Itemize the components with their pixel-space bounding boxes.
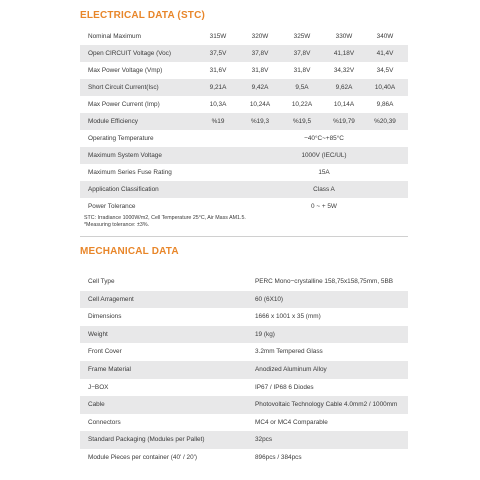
cell-value: 896pcs / 384pcs — [255, 453, 302, 461]
row-label: Maximum System Voltage — [88, 152, 162, 159]
cell-value: 9,5A — [295, 84, 309, 91]
row-label: Frame Material — [88, 365, 131, 373]
tolerance-note-line: *Measuring tolerance: ±3%. — [84, 222, 150, 229]
table-row — [80, 396, 408, 414]
cell-value: 9,62A — [335, 84, 353, 91]
cell-value: 10,22A — [291, 101, 313, 108]
cell-value: Photovoltaic Technology Cable 4.0mm2 / 1000mm — [255, 401, 398, 409]
cell-value: 9,21A — [209, 84, 227, 91]
cell-value: IP67 / IP68 6 Diodes — [255, 383, 314, 391]
cell-value: −40°C~+85°C — [304, 135, 344, 142]
row-label: Dimensions — [88, 313, 122, 321]
row-label: Weight — [88, 330, 108, 338]
table-row — [80, 414, 408, 432]
table-row — [80, 273, 408, 291]
cell-value: MC4 or MC4 Comparable — [255, 418, 328, 426]
cell-value: PERC Mono−crystalline 158,75x158,75mm, 5BB — [255, 278, 394, 285]
cell-value: 10,14A — [333, 101, 355, 108]
row-label: Open CIRCUIT Voltage (Voc) — [88, 50, 171, 57]
cell-value: 34,5V — [376, 67, 394, 74]
cell-value: 41,4V — [376, 50, 394, 57]
row-label: Nominal Maximum — [88, 33, 141, 40]
row-label: Connectors — [88, 418, 121, 426]
table-row — [80, 164, 408, 181]
cell-value: 10,24A — [249, 101, 271, 108]
row-label: Module Efficiency — [88, 118, 138, 125]
row-label: Standard Packaging (Modules per Pallet) — [88, 436, 205, 444]
table-row — [80, 28, 408, 45]
cell-value: 0 ~ + 5W — [311, 203, 337, 210]
row-label: Max Power Current (Imp) — [88, 101, 160, 108]
mechanical-data-title: MECHANICAL DATA — [80, 245, 179, 257]
row-label: Cable — [88, 401, 105, 409]
row-label: Module Pieces per container (40' / 20') — [88, 453, 198, 461]
cell-value: 330W — [335, 33, 353, 40]
row-label: Cell Type — [88, 278, 115, 285]
cell-value: Anodized Aluminum Alloy — [255, 365, 327, 373]
cell-value: 37,8V — [251, 50, 269, 57]
stc-note — [84, 215, 246, 230]
table-row — [80, 291, 408, 309]
cell-value: 34,32V — [333, 67, 355, 74]
cell-value: 3.2mm Tempered Glass — [255, 348, 323, 356]
cell-value: 19 (kg) — [255, 330, 275, 338]
row-label: J−BOX — [88, 383, 109, 391]
stc-note-line: STC: Irradiance 1000W/m2, Cell Temperature 25°C, Air Mass AM1.5. — [84, 215, 246, 221]
electrical-table — [80, 28, 408, 215]
cell-value: 32pcs — [255, 436, 273, 444]
row-label: Application Classification — [88, 186, 159, 193]
cell-value: %20,39 — [374, 118, 396, 125]
table-row — [80, 361, 408, 379]
row-label: Power Tolerance — [88, 203, 136, 210]
row-label: Max Power Voltage (Vmp) — [88, 67, 163, 74]
table-row — [80, 343, 408, 361]
table-row — [80, 45, 408, 62]
cell-value: 31,6V — [209, 67, 227, 74]
cell-value: 31,8V — [293, 67, 311, 74]
cell-value: %19 — [211, 118, 225, 125]
cell-value: %19,3 — [250, 118, 270, 125]
cell-value: 15A — [318, 169, 330, 176]
table-row — [80, 62, 408, 79]
cell-value: 325W — [293, 33, 311, 40]
cell-value: 37,8V — [293, 50, 311, 57]
cell-value: %19,79 — [333, 118, 355, 125]
electrical-data-title: ELECTRICAL DATA (STC) — [80, 9, 205, 21]
cell-value: 340W — [376, 33, 394, 40]
cell-value: 320W — [251, 33, 269, 40]
cell-value: 60 (6X10) — [255, 295, 284, 303]
row-label: Cell Arragement — [88, 295, 134, 303]
cell-value: Class A — [313, 186, 335, 193]
table-row — [80, 79, 408, 96]
cell-value: 41,18V — [333, 50, 355, 57]
mechanical-table — [80, 273, 408, 467]
cell-value: 37,5V — [209, 50, 227, 57]
section-divider — [80, 236, 408, 237]
table-row — [80, 449, 408, 467]
row-label: Front Cover — [88, 348, 122, 356]
table-row — [80, 113, 408, 130]
table-row — [80, 96, 408, 113]
row-label: Short Circuit Current(Isc) — [88, 84, 159, 91]
table-row — [80, 130, 408, 147]
cell-value: 1000V (IEC/UL) — [301, 152, 347, 159]
cell-value: 10,40A — [374, 84, 396, 91]
cell-value: %19,5 — [292, 118, 312, 125]
cell-value: 1666 x 1001 x 35 (mm) — [255, 313, 321, 321]
table-row — [80, 181, 408, 198]
cell-value: 9,86A — [376, 101, 394, 108]
cell-value: 31,8V — [251, 67, 269, 74]
table-row — [80, 431, 408, 449]
cell-value: 10,3A — [209, 101, 227, 108]
row-label: Operating Temperature — [88, 135, 154, 142]
cell-value: 315W — [209, 33, 227, 40]
table-row — [80, 147, 408, 164]
row-label: Maximum Series Fuse Rating — [88, 169, 172, 176]
cell-value: 9,42A — [251, 84, 269, 91]
table-row — [80, 379, 408, 397]
table-row — [80, 308, 408, 326]
table-row — [80, 326, 408, 344]
table-row — [80, 198, 408, 215]
